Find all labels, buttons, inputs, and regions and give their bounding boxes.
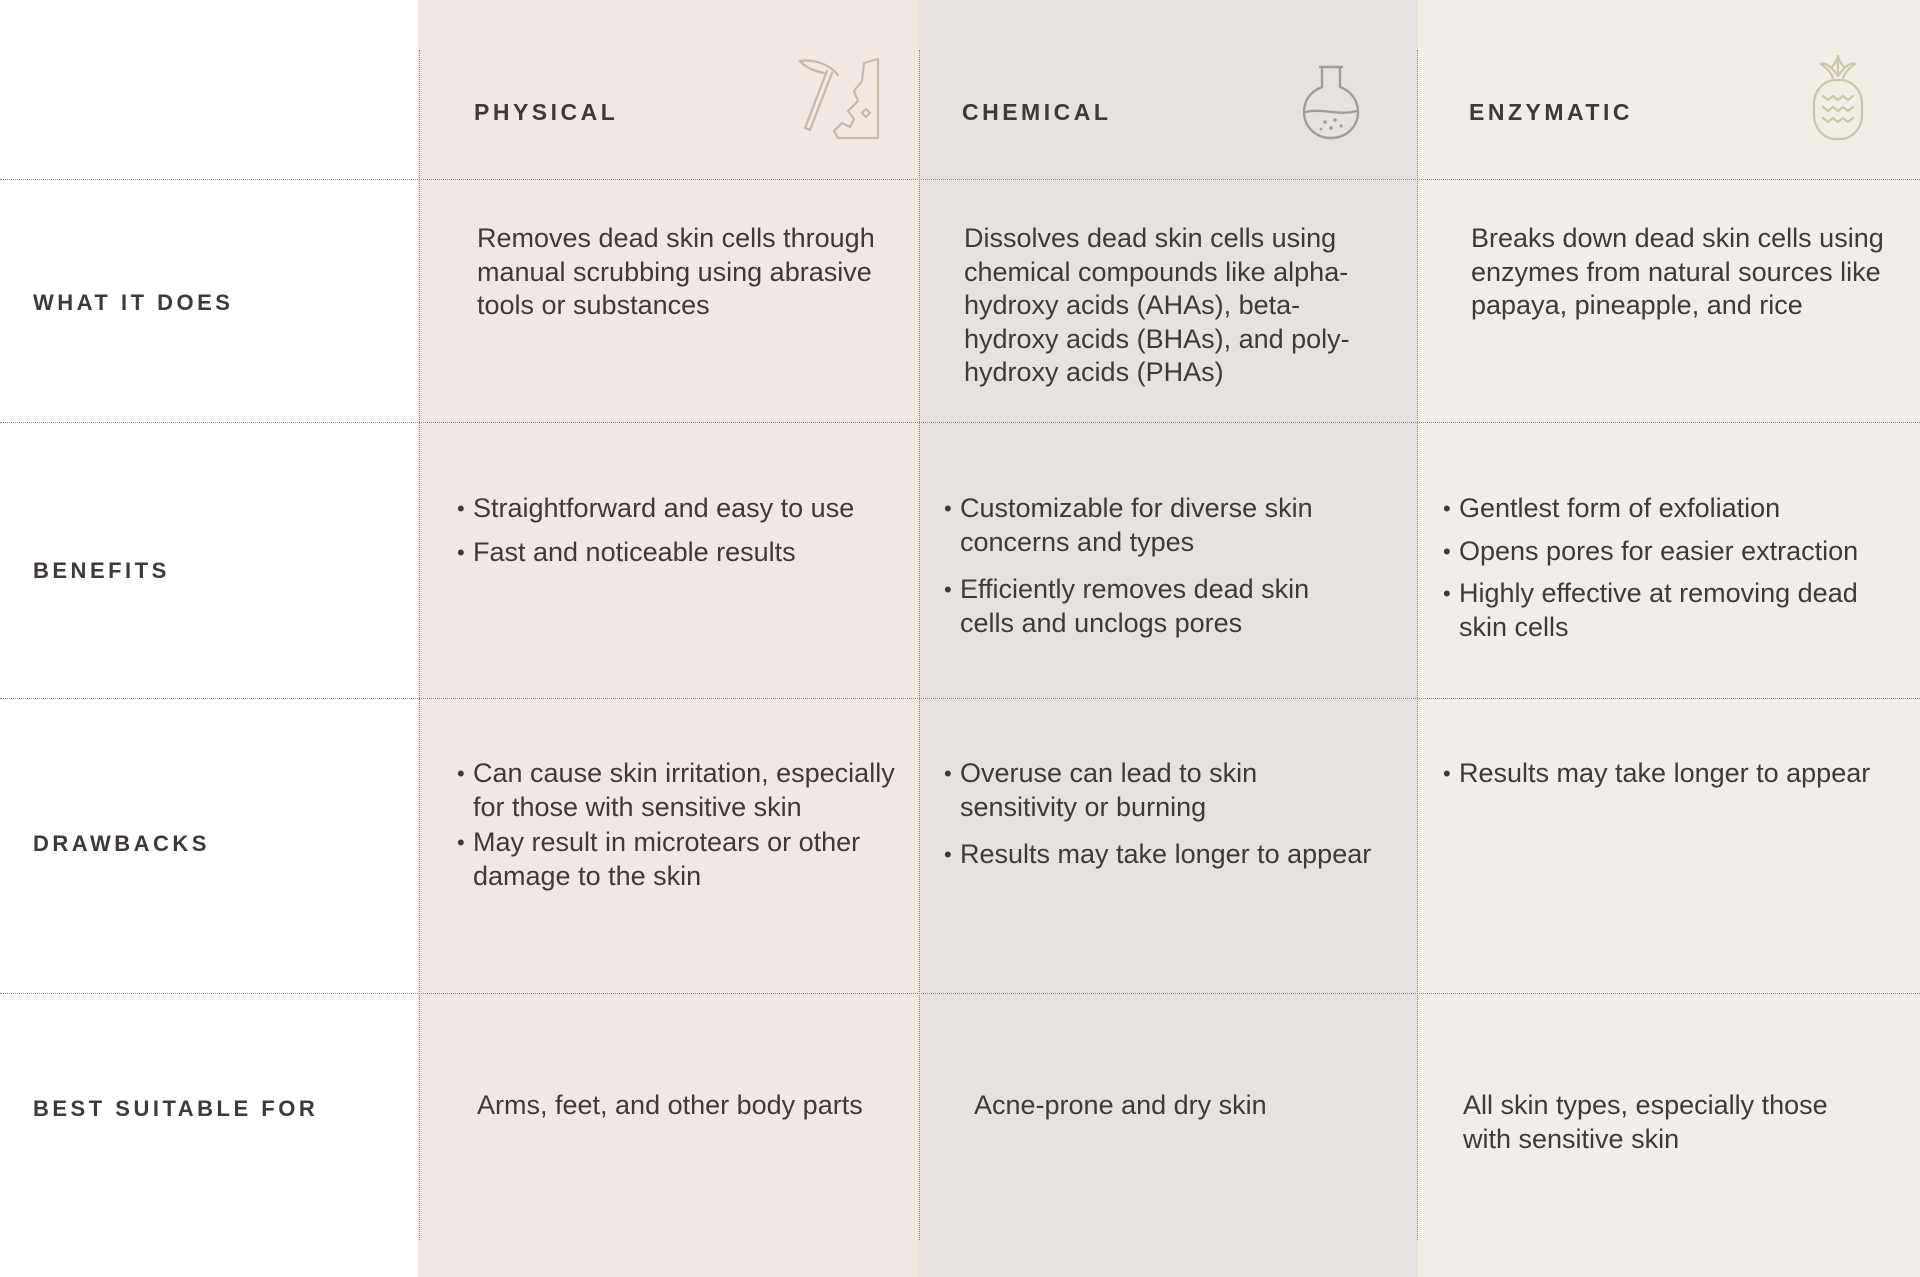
pickaxe-rock-icon [796,57,880,141]
best-suitable-enzymatic: All skin types, especially those with sensitive skin [1463,1090,1828,1154]
best-suitable-physical: Arms, feet, and other body parts [477,1090,863,1120]
drawbacks-enzymatic-list [1443,757,1903,791]
column-divider [419,50,420,1240]
list-item: • Results may take longer to appear [944,838,1389,872]
what-it-does-enzymatic: Breaks down dead skin cells using enzymes from natural sources like papaya, pineapple, and rice [1471,223,1884,320]
list-item: • May result in microtears or other damage to the skin [457,826,897,893]
list-item: • Straightforward and easy to use [457,492,897,526]
row-divider [0,993,1920,994]
row-label-best-suitable-for: BEST SUITABLE FOR [33,1096,319,1121]
row-divider [0,422,1920,423]
row-divider [0,698,1920,699]
benefits-enzymatic-list [1443,492,1883,644]
drawbacks-chemical-list [944,757,1389,872]
physical-column-background [418,0,919,1277]
list-item: • Customizable for diverse skin concerns and types [944,492,1334,559]
list-item: • Highly effective at removing dead skin cells [1443,577,1883,644]
list-item: • Efficiently removes dead skin cells and unclogs pores [944,573,1334,640]
row-label-what-it-does: WHAT IT DOES [33,290,234,315]
column-header-chemical: CHEMICAL [962,99,1112,125]
what-it-does-physical: Removes dead skin cells through manual scrubbing using abrasive tools or substances [477,223,875,320]
benefits-chemical-list [944,492,1334,640]
list-item: • Results may take longer to appear [1443,757,1903,791]
header-divider [0,179,1920,180]
list-item: • Can cause skin irritation, especially for those with sensitive skin [457,757,897,824]
row-label-drawbacks: DRAWBACKS [33,831,210,856]
benefits-physical-list [457,492,897,569]
drawbacks-physical-list [457,757,897,893]
list-item: • Overuse can lead to skin sensitivity or burning [944,757,1330,824]
column-header-physical: PHYSICAL [474,99,619,125]
list-item: • Opens pores for easier extraction [1443,535,1883,569]
column-divider [1417,50,1418,1240]
row-label-benefits: BENEFITS [33,558,170,583]
list-item: • Fast and noticeable results [457,536,897,570]
what-it-does-chemical: Dissolves dead skin cells using chemical compounds like alpha-hydroxy acids (AHAs), beta-hydroxy acids (BHAs), and poly-hydroxy acids (PHAs) [964,223,1350,387]
column-divider [919,50,920,1240]
column-header-enzymatic: ENZYMATIC [1469,99,1633,125]
best-suitable-chemical: Acne-prone and dry skin [974,1090,1267,1120]
pineapple-icon [1811,54,1865,142]
flask-icon [1301,64,1361,142]
list-item: • Gentlest form of exfoliation [1443,492,1883,526]
